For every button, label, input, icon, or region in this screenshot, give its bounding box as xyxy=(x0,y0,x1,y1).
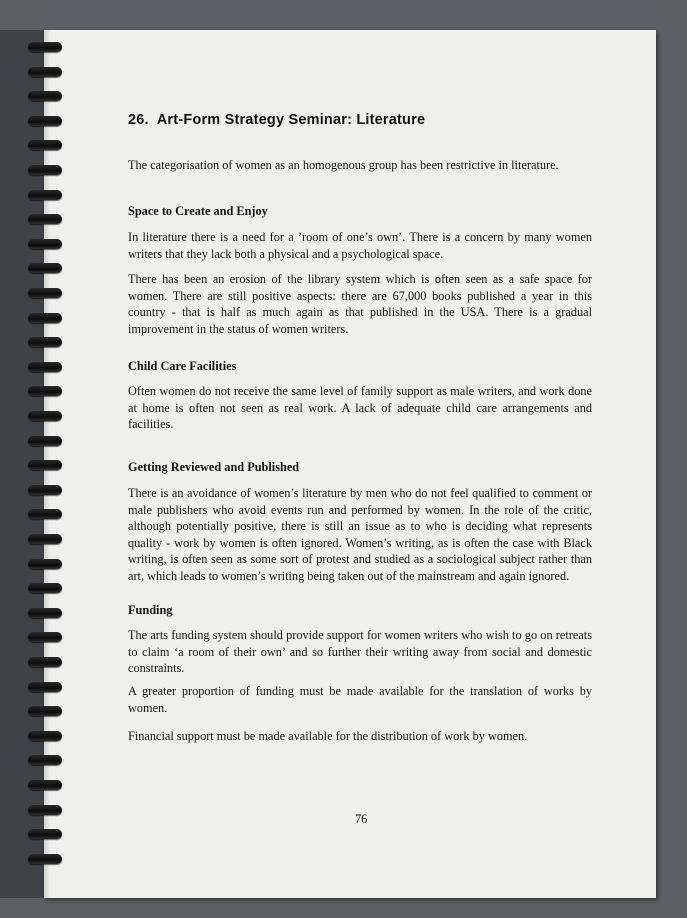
binding-coil-icon xyxy=(28,67,62,77)
section-title: Art-Form Strategy Seminar: Literature xyxy=(156,112,426,128)
binding-coil-icon xyxy=(28,313,62,323)
binding-coil-icon xyxy=(28,731,62,741)
binding-coil-icon xyxy=(28,411,62,421)
binding-coil-icon xyxy=(28,140,62,150)
subheading-space-to-create: Space to Create and Enjoy xyxy=(128,204,268,218)
binding-coil-icon xyxy=(28,214,62,224)
intro-paragraph: The categorisation of women as an homogenous group has been restrictive in literature. xyxy=(128,158,559,172)
binding-coil-icon xyxy=(28,780,62,790)
binding-coil-icon xyxy=(28,362,62,372)
binding-coil-icon xyxy=(28,436,62,446)
binding-coil-icon xyxy=(28,386,62,396)
subheading-child-care: Child Care Facilities xyxy=(128,359,237,373)
subheading-reviewed-published: Getting Reviewed and Published xyxy=(128,460,300,474)
paragraph-family-support: Often women do not receive the same level of family support as male writers, and work done at home is often not seen as real work. A lack of adequate child care arrangements and facilities. xyxy=(128,384,592,431)
binding-coil-icon xyxy=(28,190,62,200)
binding-coil-icon xyxy=(28,91,62,101)
subheading-funding: Funding xyxy=(128,603,173,617)
binding-coil-icon xyxy=(28,337,62,347)
binding-coil-icon xyxy=(28,583,62,593)
binding-coil-icon xyxy=(28,165,62,175)
binding-coil-icon xyxy=(28,42,62,52)
section-number: 26. xyxy=(128,112,149,128)
binding-coil-icon xyxy=(28,559,62,569)
binding-coil-icon xyxy=(28,632,62,642)
binding-coil-icon xyxy=(28,608,62,618)
page-number: 76 xyxy=(355,812,368,826)
paragraph-translation: A greater proportion of funding must be made available for the translation of works by women. xyxy=(128,684,592,715)
binding-coil-icon xyxy=(28,288,62,298)
binding-coil-icon xyxy=(28,805,62,815)
binding-coil-icon xyxy=(28,854,62,864)
paragraph-avoidance: There is an avoidance of women’s literature by men who do not feel qualified to comment or male publishers who avoid events run and performed by women. In the role of the critic, although potentially positive, there is still an issue as to who is deciding what represents quality - work by women is often ignored. Women’s writing, as is often the case with Black writing, is often seen as some sort of protest and studied as a sociological subject rather than art, which leads to women’s writing being taken out of the mainstream and again ignored. xyxy=(128,486,592,583)
binding-coil-icon xyxy=(28,263,62,273)
binding-coil-icon xyxy=(28,682,62,692)
paragraph-library-system: There has been an erosion of the library system which is often seen as a safe space for women. There are still positive aspects: there are 67,000 books published a year in this country - that is half as much again as that published in the USA. There is a gradual improvement in the status of women writers. xyxy=(128,272,592,336)
binding-coil-icon xyxy=(28,485,62,495)
binding-coil-icon xyxy=(28,239,62,249)
binding-coil-icon xyxy=(28,509,62,519)
paragraph-arts-funding: The arts funding system should provide support for women writers who wish to go on retreats to claim ‘a room of their own’ and so further their writing away from social and domestic constraints. xyxy=(128,628,592,675)
binding-coil-icon xyxy=(28,116,62,126)
binding-coil-icon xyxy=(28,657,62,667)
binding-coil-icon xyxy=(28,829,62,839)
paragraph-distribution: Financial support must be made available for the distribution of work by women. xyxy=(128,729,528,743)
binding-coil-icon xyxy=(28,755,62,765)
page-title xyxy=(128,112,425,128)
binding-coil-icon xyxy=(28,460,62,470)
binding-coil-icon xyxy=(28,706,62,716)
binding-coil-icon xyxy=(28,534,62,544)
paragraph-room-of-ones-own: In literature there is a need for a ’room of one’s own’. There is a concern by many women writers that they lack both a physical and a psychological space. xyxy=(128,230,592,261)
